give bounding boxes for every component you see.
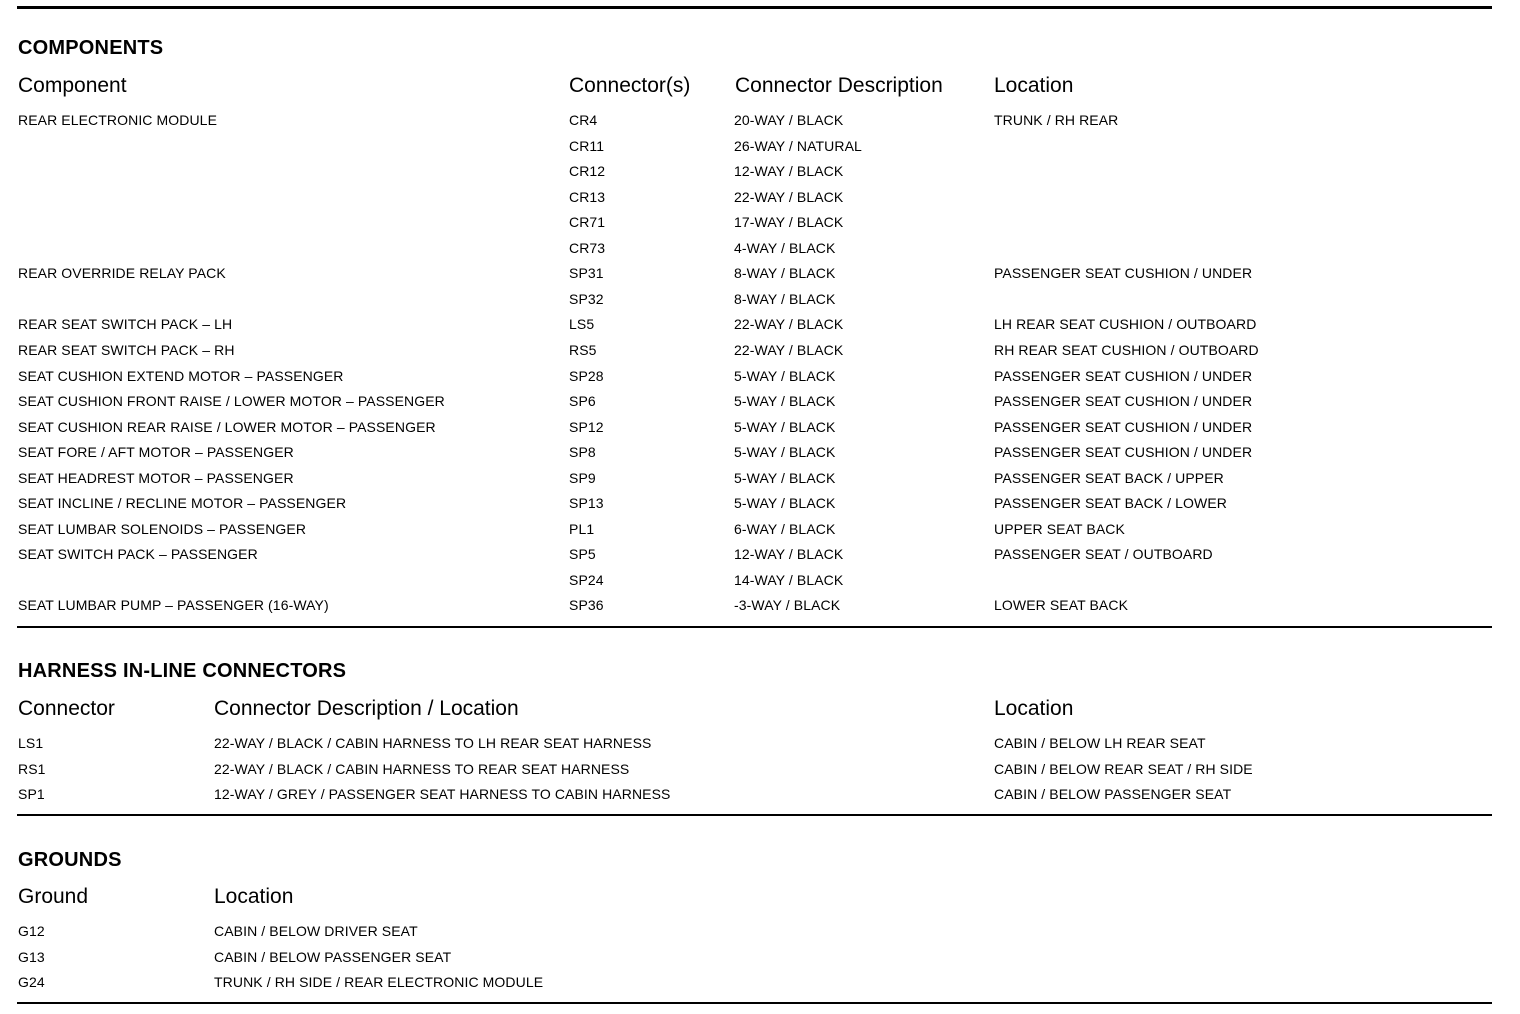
location-cell: PASSENGER SEAT / OUTBOARD xyxy=(994,546,1213,563)
connector-cell: RS1 xyxy=(18,760,46,777)
connector-cell: LS5 xyxy=(569,316,595,333)
table-row xyxy=(0,735,1520,760)
component-cell: SEAT SWITCH PACK – PASSENGER xyxy=(18,546,258,563)
connector-cell: SP5 xyxy=(569,546,596,563)
location-cell: CABIN / BELOW PASSENGER SEAT xyxy=(214,948,452,965)
location-cell: PASSENGER SEAT BACK / LOWER xyxy=(994,495,1227,512)
table-row xyxy=(0,189,1520,214)
connector-description-cell: 8-WAY / BLACK xyxy=(734,290,836,307)
components-header-component: Component xyxy=(18,74,127,97)
table-row xyxy=(0,393,1520,418)
harness-header-location: Location xyxy=(994,697,1074,720)
location-cell: PASSENGER SEAT CUSHION / UNDER xyxy=(994,367,1253,384)
components-title: COMPONENTS xyxy=(18,37,164,59)
connector-cell: SP13 xyxy=(569,495,604,512)
table-row xyxy=(0,974,1520,999)
table-row xyxy=(0,597,1520,622)
connector-description-cell: 6-WAY / BLACK xyxy=(734,520,836,537)
table-row xyxy=(0,949,1520,974)
component-cell: REAR SEAT SWITCH PACK – LH xyxy=(18,316,233,333)
component-cell: SEAT LUMBAR SOLENOIDS – PASSENGER xyxy=(18,520,307,537)
ground-cell: G13 xyxy=(18,948,45,965)
components-header-connectors: Connector(s) xyxy=(569,74,691,97)
connector-description-cell: 4-WAY / BLACK xyxy=(734,239,836,256)
components-bottom-rule xyxy=(17,626,1492,628)
grounds-title: GROUNDS xyxy=(18,849,122,871)
location-cell: RH REAR SEAT CUSHION / OUTBOARD xyxy=(994,341,1259,358)
connector-description-cell: 5-WAY / BLACK xyxy=(734,418,836,435)
grounds-bottom-rule xyxy=(17,1002,1492,1004)
connector-description-cell: 5-WAY / BLACK xyxy=(734,393,836,410)
connector-description-cell: 20-WAY / BLACK xyxy=(734,112,844,128)
harness-header-description: Connector Description / Location xyxy=(214,697,519,720)
component-cell: SEAT CUSHION REAR RAISE / LOWER MOTOR – PASSENGER xyxy=(18,418,436,435)
connector-description-cell: 5-WAY / BLACK xyxy=(734,495,836,512)
table-row xyxy=(0,419,1520,444)
component-cell: REAR ELECTRONIC MODULE xyxy=(18,112,218,128)
connector-description-cell: 22-WAY / BLACK xyxy=(734,341,844,358)
connector-description-cell: 22-WAY / BLACK / CABIN HARNESS TO REAR SEAT HARNESS xyxy=(214,760,630,777)
location-cell: CABIN / BELOW LH REAR SEAT xyxy=(994,735,1206,751)
connector-cell: CR71 xyxy=(569,214,606,231)
connector-description-cell: 17-WAY / BLACK xyxy=(734,214,844,231)
harness-title: HARNESS IN-LINE CONNECTORS xyxy=(18,660,347,682)
connector-description-cell: 12-WAY / BLACK xyxy=(734,163,844,180)
ground-cell: G12 xyxy=(18,923,45,939)
connector-description-cell: 12-WAY / GREY / PASSENGER SEAT HARNESS TO CABIN HARNESS xyxy=(214,786,671,802)
location-cell: TRUNK / RH SIDE / REAR ELECTRONIC MODULE xyxy=(214,974,544,990)
connector-description-cell: -3-WAY / BLACK xyxy=(734,597,841,614)
connector-cell: CR12 xyxy=(569,163,606,180)
connector-description-cell: 5-WAY / BLACK xyxy=(734,367,836,384)
table-row xyxy=(0,368,1520,393)
connector-description-cell: 22-WAY / BLACK xyxy=(734,316,844,333)
table-row xyxy=(0,112,1520,137)
location-cell: LOWER SEAT BACK xyxy=(994,597,1129,614)
location-cell: PASSENGER SEAT CUSHION / UNDER xyxy=(994,444,1253,461)
table-row xyxy=(0,163,1520,188)
table-row xyxy=(0,240,1520,265)
connector-cell: RS5 xyxy=(569,341,597,358)
component-cell: SEAT CUSHION FRONT RAISE / LOWER MOTOR – PASSENGER xyxy=(18,393,445,410)
component-cell: SEAT LUMBAR PUMP – PASSENGER (16-WAY) xyxy=(18,597,329,614)
component-cell: SEAT CUSHION EXTEND MOTOR – PASSENGER xyxy=(18,367,344,384)
location-cell: PASSENGER SEAT CUSHION / UNDER xyxy=(994,418,1253,435)
location-cell: PASSENGER SEAT CUSHION / UNDER xyxy=(994,265,1253,282)
table-row xyxy=(0,786,1520,811)
table-row xyxy=(0,316,1520,341)
location-cell: UPPER SEAT BACK xyxy=(994,520,1125,537)
connector-description-cell: 12-WAY / BLACK xyxy=(734,546,844,563)
table-row xyxy=(0,291,1520,316)
location-cell: CABIN / BELOW REAR SEAT / RH SIDE xyxy=(994,760,1253,777)
connector-cell: SP1 xyxy=(18,786,45,802)
connector-description-cell: 5-WAY / BLACK xyxy=(734,444,836,461)
connector-cell: SP12 xyxy=(569,418,604,435)
connector-cell: SP6 xyxy=(569,393,596,410)
connector-cell: SP9 xyxy=(569,469,596,486)
connector-description-cell: 22-WAY / BLACK / CABIN HARNESS TO LH REAR SEAT HARNESS xyxy=(214,735,652,751)
ground-cell: G24 xyxy=(18,974,45,990)
location-cell: CABIN / BELOW DRIVER SEAT xyxy=(214,923,418,939)
location-cell: PASSENGER SEAT BACK / UPPER xyxy=(994,469,1224,486)
table-row xyxy=(0,923,1520,948)
table-row xyxy=(0,342,1520,367)
connector-cell: CR11 xyxy=(569,137,605,154)
connector-cell: SP8 xyxy=(569,444,596,461)
connector-cell: SP32 xyxy=(569,290,604,307)
components-header-description: Connector Description xyxy=(735,74,943,97)
table-row xyxy=(0,521,1520,546)
harness-bottom-rule xyxy=(17,814,1492,816)
component-cell: SEAT INCLINE / RECLINE MOTOR – PASSENGER xyxy=(18,495,347,512)
components-header-location: Location xyxy=(994,74,1074,97)
connector-description-cell: 5-WAY / BLACK xyxy=(734,469,836,486)
location-cell: LH REAR SEAT CUSHION / OUTBOARD xyxy=(994,316,1257,333)
connector-description-cell: 26-WAY / NATURAL xyxy=(734,137,862,154)
table-row xyxy=(0,495,1520,520)
component-cell: REAR OVERRIDE RELAY PACK xyxy=(18,265,226,282)
top-rule xyxy=(17,6,1492,9)
component-cell: SEAT FORE / AFT MOTOR – PASSENGER xyxy=(18,444,294,461)
harness-header-connector: Connector xyxy=(18,697,115,720)
table-row xyxy=(0,444,1520,469)
connector-description-cell: 14-WAY / BLACK xyxy=(734,571,844,588)
table-row xyxy=(0,214,1520,239)
location-cell: TRUNK / RH REAR xyxy=(994,112,1119,128)
table-row xyxy=(0,470,1520,495)
grounds-header-location: Location xyxy=(214,885,294,908)
connector-description-cell: 22-WAY / BLACK xyxy=(734,188,844,205)
table-row xyxy=(0,572,1520,597)
location-cell: PASSENGER SEAT CUSHION / UNDER xyxy=(994,393,1253,410)
connector-description-cell: 8-WAY / BLACK xyxy=(734,265,836,282)
connector-cell: PL1 xyxy=(569,520,595,537)
table-row xyxy=(0,546,1520,571)
table-row xyxy=(0,138,1520,163)
component-cell: SEAT HEADREST MOTOR – PASSENGER xyxy=(18,469,294,486)
connector-cell: LS1 xyxy=(18,735,44,751)
location-cell: CABIN / BELOW PASSENGER SEAT xyxy=(994,786,1232,802)
connector-cell: SP24 xyxy=(569,571,604,588)
connector-cell: SP31 xyxy=(569,265,604,282)
table-row xyxy=(0,761,1520,786)
component-cell: REAR SEAT SWITCH PACK – RH xyxy=(18,341,235,358)
connector-cell: SP36 xyxy=(569,597,604,614)
connector-cell: SP28 xyxy=(569,367,604,384)
connector-cell: CR73 xyxy=(569,239,606,256)
grounds-header-ground: Ground xyxy=(18,885,89,908)
connector-cell: CR13 xyxy=(569,188,606,205)
connector-cell: CR4 xyxy=(569,112,598,128)
table-row xyxy=(0,265,1520,290)
